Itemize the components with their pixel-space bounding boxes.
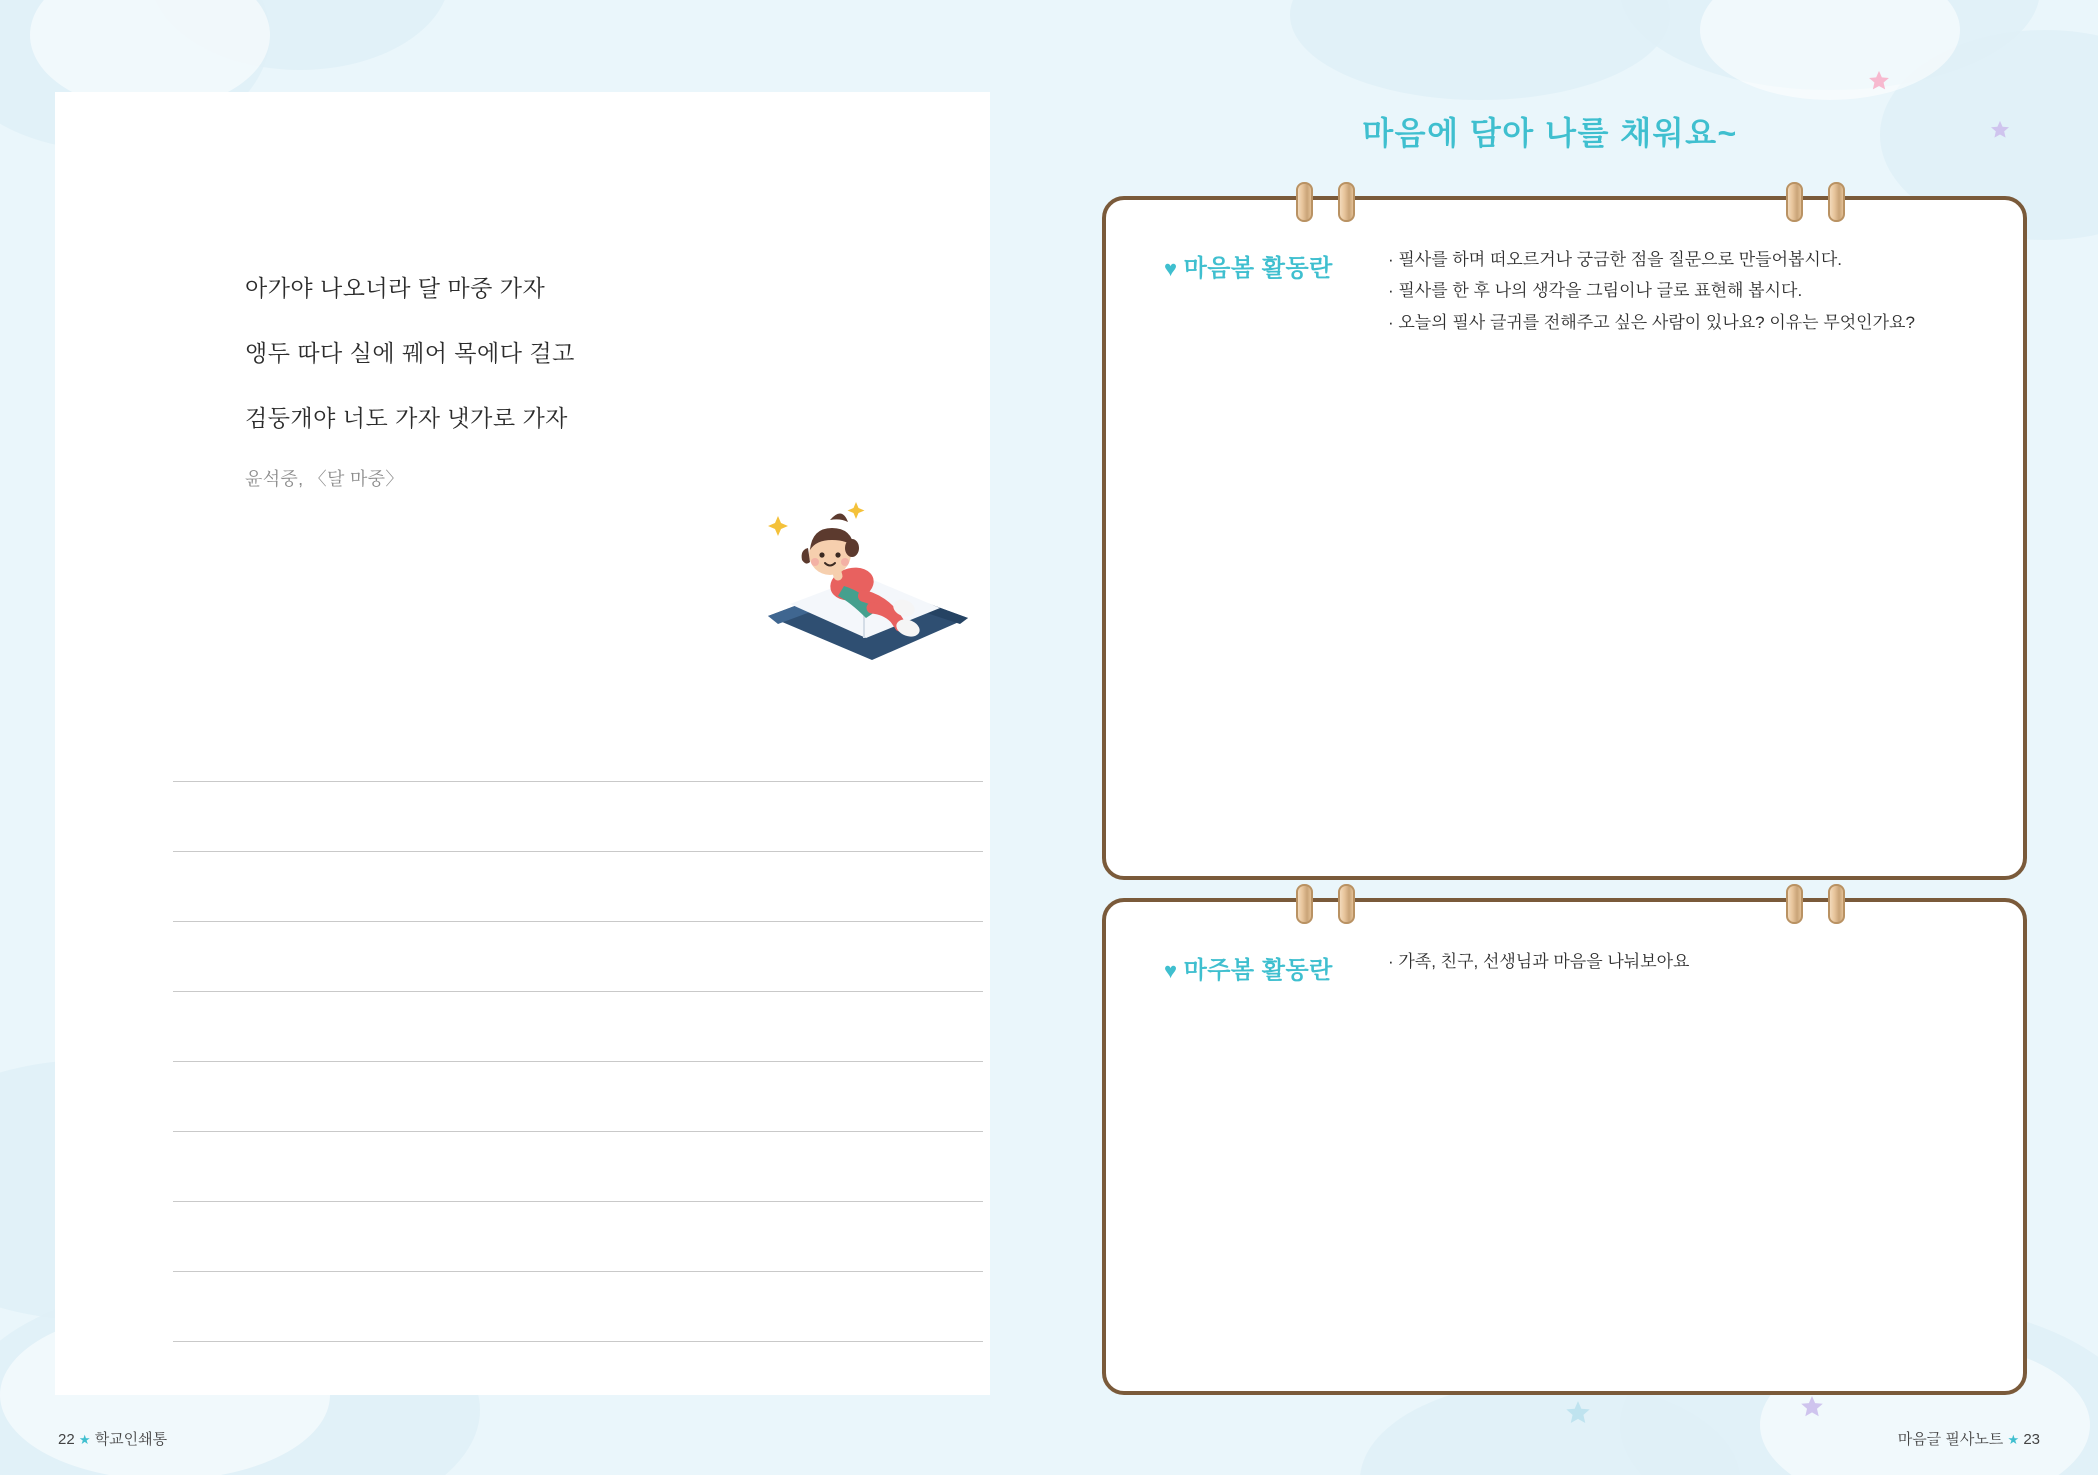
binder-ring: [1338, 884, 1355, 924]
poem-line: 검둥개야 너도 가자 냇가로 가자: [245, 405, 568, 431]
activity-card-maeumbom[interactable]: [1102, 196, 2027, 880]
card-bullets-majubom: [1388, 946, 2008, 977]
card-label-text: 마음봄 활동란: [1183, 255, 1333, 282]
binder-ring: [1296, 884, 1313, 924]
binder-ring: [1338, 182, 1355, 222]
poem-line: 앵두 따다 실에 꿰어 목에다 걸고: [245, 340, 575, 366]
footer-left: [58, 1428, 167, 1449]
star-icon: ★: [2007, 1432, 2020, 1447]
star-icon: ★: [78, 1432, 91, 1447]
bullet-item: · 가족, 친구, 선생님과 마음을 나눠보아요: [1388, 952, 1690, 971]
poem-credit: 윤석중, 〈달 마중〉: [245, 469, 404, 489]
writing-line[interactable]: [173, 922, 983, 992]
bullet-item: · 오늘의 필사 글귀를 전해주고 싶은 사람이 있나요? 이유는 무엇인가요?: [1388, 312, 1915, 332]
binder-ring: [1828, 884, 1845, 924]
writing-line[interactable]: [173, 1202, 983, 1272]
writing-line[interactable]: [173, 1272, 983, 1342]
page-number-left: 22: [58, 1431, 75, 1448]
card-label-text: 마주봄 활동란: [1183, 957, 1333, 984]
bullet-item: · 필사를 하며 떠오르거나 궁금한 점을 질문으로 만들어봅시다.: [1388, 250, 1842, 269]
footer-left-text: 학교인쇄통: [94, 1431, 168, 1448]
page-number-right: 23: [2023, 1431, 2040, 1448]
writing-line[interactable]: [173, 992, 983, 1062]
writing-line[interactable]: [173, 852, 983, 922]
left-page: [55, 92, 990, 1395]
footer-right: [1898, 1428, 2040, 1449]
cloud-shape: [1290, 0, 1670, 100]
heart-icon: ♥: [1164, 958, 1178, 983]
heart-icon: ♥: [1164, 256, 1178, 281]
poem-block: [245, 270, 945, 491]
writing-line[interactable]: [173, 1132, 983, 1202]
card-label-majubom: [1164, 950, 1333, 985]
girl-reading-book-illustration: [760, 492, 975, 672]
binder-ring: [1786, 182, 1803, 222]
binder-ring: [1296, 182, 1313, 222]
writing-line[interactable]: [173, 782, 983, 852]
binder-ring: [1828, 182, 1845, 222]
card-bullets-maeumbom: [1388, 244, 2008, 338]
footer-right-text: 마음글 필사노트: [1897, 1431, 2004, 1448]
card-label-maeumbom: [1164, 248, 1333, 283]
bullet-item: · 필사를 한 후 나의 생각을 그림이나 글로 표현해 봅시다.: [1388, 281, 1803, 301]
writing-lines[interactable]: [173, 712, 983, 1342]
writing-line[interactable]: [173, 1062, 983, 1132]
writing-line[interactable]: [173, 712, 983, 782]
page-title: 마음에 담아 나를 채워요~: [1362, 115, 1738, 151]
binder-ring: [1786, 884, 1803, 924]
activity-card-majubom[interactable]: [1102, 898, 2027, 1395]
poem-line: 아가야 나오너라 달 마중 가자: [245, 275, 546, 301]
